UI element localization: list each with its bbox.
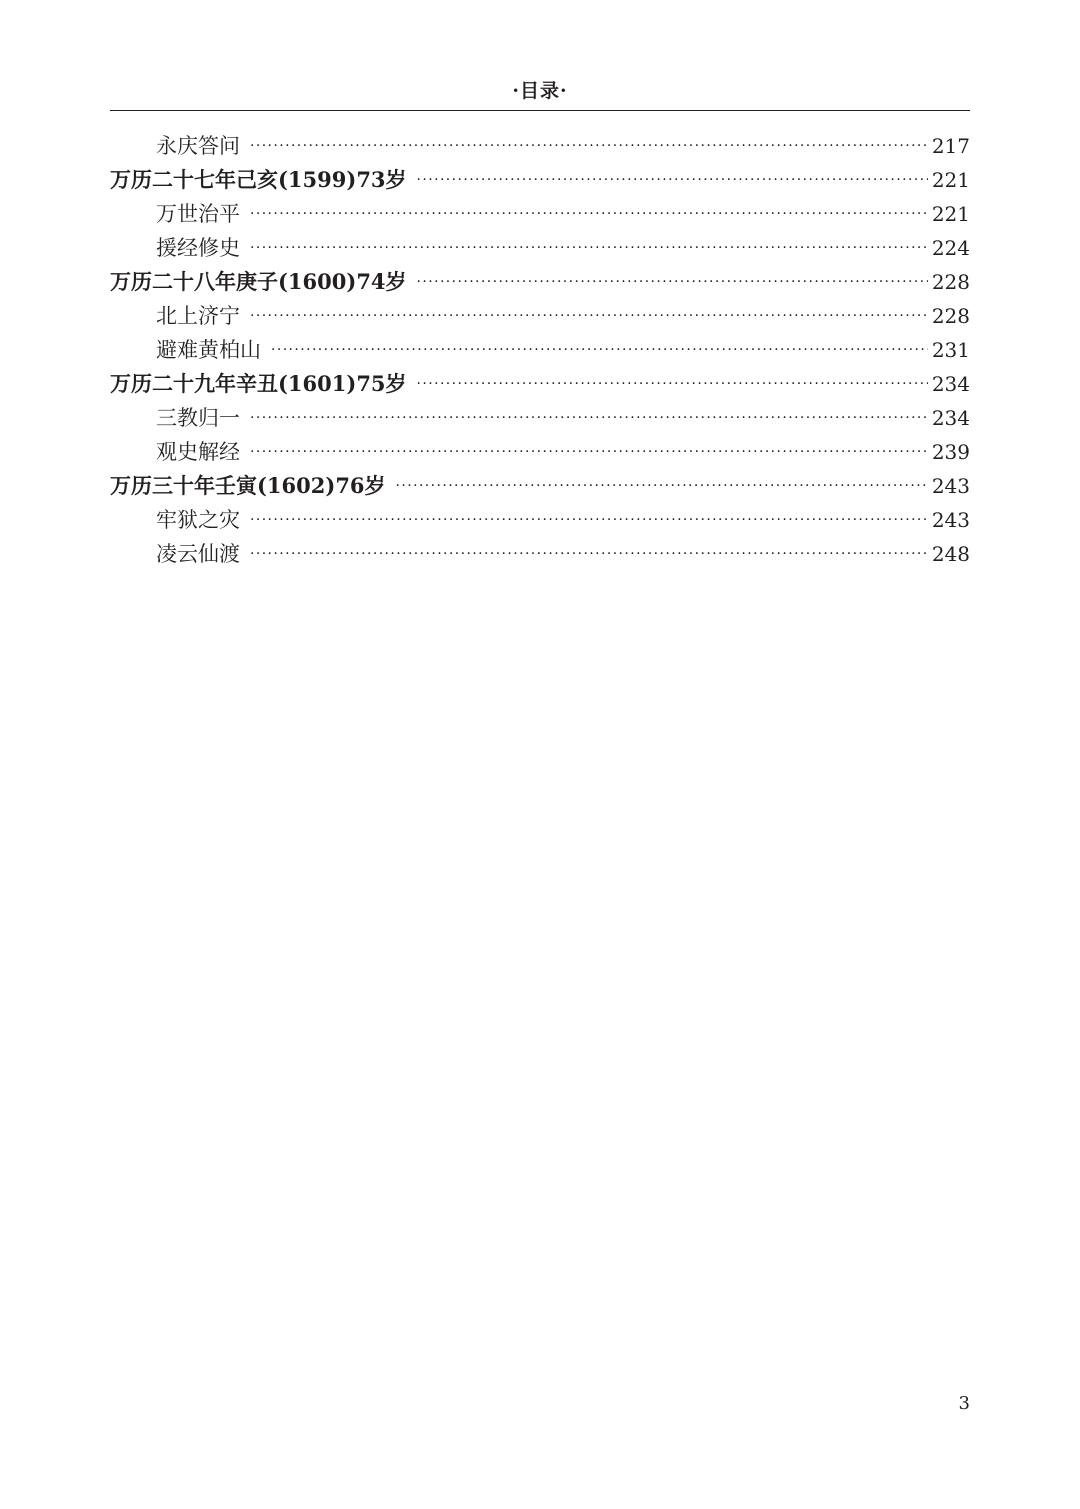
dot-leader [250, 299, 928, 333]
dot-leader [417, 265, 928, 299]
dot-leader [250, 197, 928, 231]
toc-entry-page: 224 [931, 236, 970, 260]
toc-entry-title: 援经修史 [156, 236, 240, 260]
toc-entry[interactable] [110, 197, 970, 231]
dot-leader [250, 129, 928, 163]
toc-entry-page: 221 [931, 202, 970, 226]
toc-entry[interactable] [110, 231, 970, 265]
toc-entry[interactable] [110, 537, 970, 571]
toc-chapter-title: 万历三十年壬寅(1602)76岁 [110, 473, 386, 498]
toc-entry-page: 231 [931, 338, 970, 362]
toc-entry[interactable] [110, 129, 970, 163]
toc-chapter-entry[interactable] [110, 469, 970, 503]
dot-leader [417, 367, 928, 401]
toc-entry-title: 避难黄柏山 [156, 338, 261, 362]
toc-chapter-title: 万历二十九年辛丑(1601)75岁 [110, 371, 407, 396]
toc-chapter-page: 228 [931, 270, 970, 294]
dot-leader [417, 163, 928, 197]
toc-entry-page: 239 [931, 440, 970, 464]
toc-entry-page: 228 [931, 304, 970, 328]
toc-chapter-entry[interactable] [110, 367, 970, 401]
header-rule [110, 110, 970, 111]
toc-entry-title: 永庆答问 [156, 134, 240, 158]
toc-chapter-entry[interactable] [110, 265, 970, 299]
toc-entry[interactable] [110, 333, 970, 367]
running-head: ·目录· [512, 80, 568, 102]
toc-chapter-entry[interactable] [110, 163, 970, 197]
toc-chapter-title: 万历二十八年庚子(1600)74岁 [110, 269, 407, 294]
toc-entry[interactable] [110, 503, 970, 537]
toc-entry-page: 248 [931, 542, 970, 566]
dot-leader [250, 503, 928, 537]
dot-leader [250, 537, 928, 571]
toc-entry-page: 234 [931, 406, 970, 430]
toc-entry[interactable] [110, 435, 970, 469]
table-of-contents [110, 129, 970, 571]
toc-entry-page: 217 [931, 134, 970, 158]
toc-entry-title: 万世治平 [156, 202, 240, 226]
toc-chapter-title: 万历二十七年己亥(1599)73岁 [110, 167, 407, 192]
toc-entry[interactable] [110, 299, 970, 333]
toc-chapter-page: 243 [931, 474, 970, 498]
toc-entry-title: 三教归一 [156, 406, 240, 430]
dot-leader [250, 231, 928, 265]
toc-entry[interactable] [110, 401, 970, 435]
page-number: 3 [958, 1393, 970, 1414]
toc-entry-title: 观史解经 [156, 440, 240, 464]
toc-chapter-page: 234 [931, 372, 970, 396]
dot-leader [250, 435, 928, 469]
dot-leader [396, 469, 928, 503]
dot-leader [250, 401, 928, 435]
toc-entry-title: 凌云仙渡 [156, 542, 240, 566]
toc-entry-page: 243 [931, 508, 970, 532]
toc-chapter-page: 221 [931, 168, 970, 192]
toc-entry-title: 北上济宁 [156, 304, 240, 328]
toc-entry-title: 牢狱之灾 [156, 508, 240, 532]
dot-leader [271, 333, 928, 367]
